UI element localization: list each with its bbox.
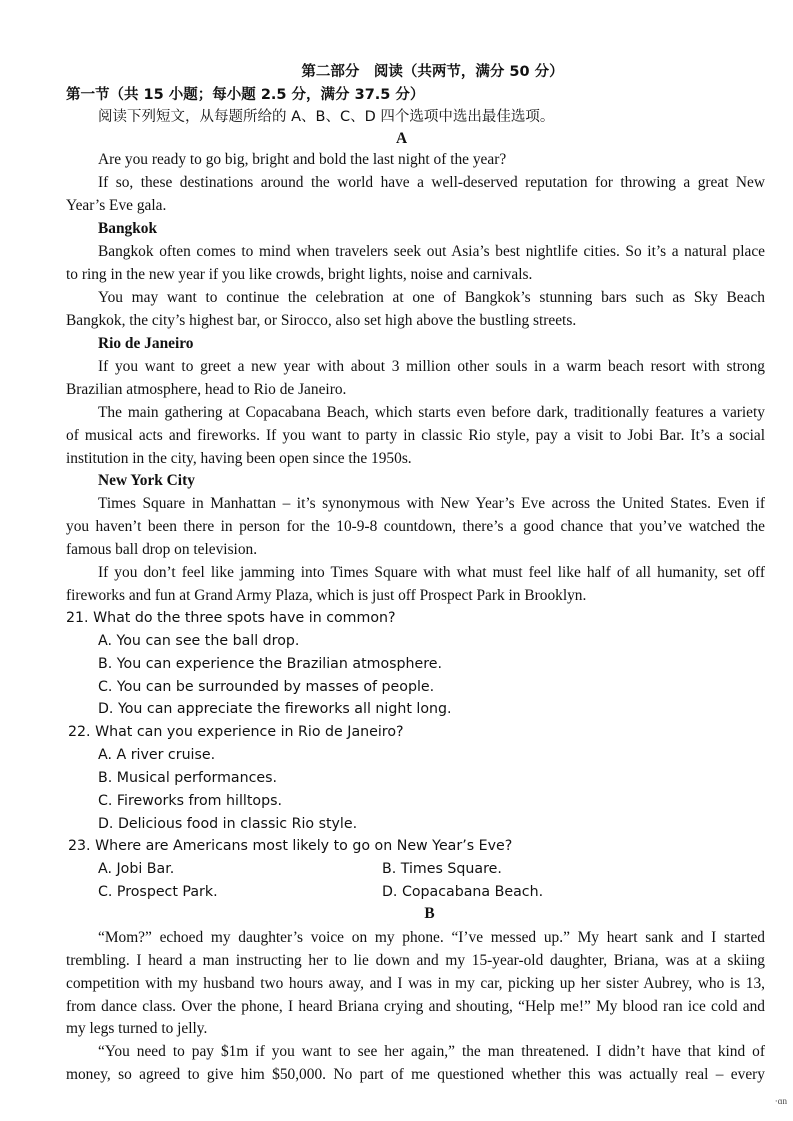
question-22-option-c[interactable]: C. Fireworks from hilltops. — [98, 793, 282, 809]
question-22-option-d[interactable]: D. Delicious food in classic Rio style. — [98, 816, 358, 832]
page-edge-mark: ·ɑn — [774, 1096, 787, 1106]
heading-rio-de-janeiro: Rio de Janeiro — [98, 335, 194, 352]
question-23-option-b[interactable]: B. Times Square. — [382, 861, 502, 877]
passage-a-p6-line1: The main gathering at Copacabana Beach, which starts even before dark, traditionally features a variety — [98, 404, 765, 421]
question-21-stem: 21. What do the three spots have in common? — [66, 610, 396, 626]
passage-a-p2-line2: Year’s Eve gala. — [66, 197, 167, 214]
question-23-option-a[interactable]: A. Jobi Bar. — [98, 861, 175, 877]
passage-a-p8-line1: If you don’t feel like jamming into Times Square with what must feel like half of all humanity, set off — [98, 564, 765, 581]
passage-a-p3-line2: to ring in the new year if you like crowds, bright lights, noise and carnivals. — [66, 266, 533, 283]
heading-bangkok: Bangkok — [98, 220, 158, 237]
passage-a-p1: Are you ready to go big, bright and bold the last night of the year? — [98, 151, 507, 168]
passage-a-p4-line2: Bangkok, the city’s highest bar, or Sirocco, also set high above the bustling streets. — [66, 312, 577, 329]
question-23-option-d[interactable]: D. Copacabana Beach. — [382, 884, 544, 900]
passage-b-p2-line1: “You need to pay $1m if you want to see her again,” the man threatened. I didn’t have that kind of — [98, 1043, 765, 1060]
question-23-option-c[interactable]: C. Prospect Park. — [98, 884, 218, 900]
passage-b-p1-line4: from dance class. Over the phone, I heard Briana crying and shouting, “Help me!” My blood ran ice cold and — [66, 998, 765, 1015]
question-21-option-a[interactable]: A. You can see the ball drop. — [98, 633, 300, 649]
heading-new-york-city: New York City — [98, 472, 195, 489]
question-21-option-b[interactable]: B. You can experience the Brazilian atmosphere. — [98, 656, 443, 672]
part-title: 第二部分 阅读（共两节，满分 50 分） — [301, 64, 564, 80]
passage-b-p1-line5: my legs turned to jelly. — [66, 1020, 208, 1037]
instruction-text: 阅读下列短文，从每题所给的 A、B、C、D 四个选项中选出最佳选项。 — [98, 109, 555, 125]
passage-b-p1-line3: competition with my husband two hours away, and I was in my car, picking up her sister Aubrey, who is 13, — [66, 975, 765, 992]
passage-a-p5-line2: Brazilian atmosphere, head to Rio de Janeiro. — [66, 381, 347, 398]
passage-b-p2-line2: money, so agreed to give him $50,000. No part of me questioned whether this was actually real – every — [66, 1066, 765, 1083]
passage-a-p8-line2: fireworks and fun at Grand Army Plaza, which is just off Prospect Park in Brooklyn. — [66, 587, 587, 604]
passage-a-p3-line1: Bangkok often comes to mind when travelers seek out Asia’s best nightlife cities. So it’s a natural place — [98, 243, 765, 260]
question-22-option-b[interactable]: B. Musical performances. — [98, 770, 278, 786]
passage-b-p1-line2: trembling. I heard a man instructing her to lie down and my 15-year-old daughter, Briana, was at a skiing — [66, 952, 765, 969]
passage-a-p5-line1: If you want to greet a new year with about 3 million other souls in a warm beach resort with strong — [98, 358, 765, 375]
question-21-option-d[interactable]: D. You can appreciate the fireworks all night long. — [98, 701, 452, 717]
passage-a-p2-line1: If so, these destinations around the world have a well-deserved reputation for throwing a great New — [98, 174, 765, 191]
passage-a-p6-line2: of musical acts and fireworks. If you want to party in classic Rio style, pay a visit to Jobi Bar. It’s a social — [66, 427, 765, 444]
passage-a-label: A — [395, 130, 408, 147]
passage-a-p7-line1: Times Square in Manhattan – it’s synonymous with New Year’s Eve across the United States. Even if — [98, 495, 765, 512]
passage-b-label: B — [424, 905, 435, 922]
question-22-stem: 22. What can you experience in Rio de Janeiro? — [68, 724, 404, 740]
passage-b-p1-line1: “Mom?” echoed my daughter’s voice on my phone. “I’ve messed up.” My heart sank and I started — [98, 929, 765, 946]
question-21-option-c[interactable]: C. You can be surrounded by masses of people. — [98, 679, 435, 695]
passage-a-p4-line1: You may want to continue the celebration at one of Bangkok’s stunning bars such as Sky Beach — [98, 289, 765, 306]
passage-a-p6-line3: institution in the city, having been open since the 1950s. — [66, 450, 412, 467]
passage-a-p7-line3: famous ball drop on television. — [66, 541, 258, 558]
section-title: 第一节（共 15 小题；每小题 2.5 分，满分 37.5 分） — [66, 87, 425, 103]
question-23-stem: 23. Where are Americans most likely to go on New Year’s Eve? — [68, 838, 513, 854]
question-22-option-a[interactable]: A. A river cruise. — [98, 747, 216, 763]
passage-a-p7-line2: you haven’t been there in person for the 10-9-8 countdown, there’s a good chance that you’ve watched the — [66, 518, 765, 535]
